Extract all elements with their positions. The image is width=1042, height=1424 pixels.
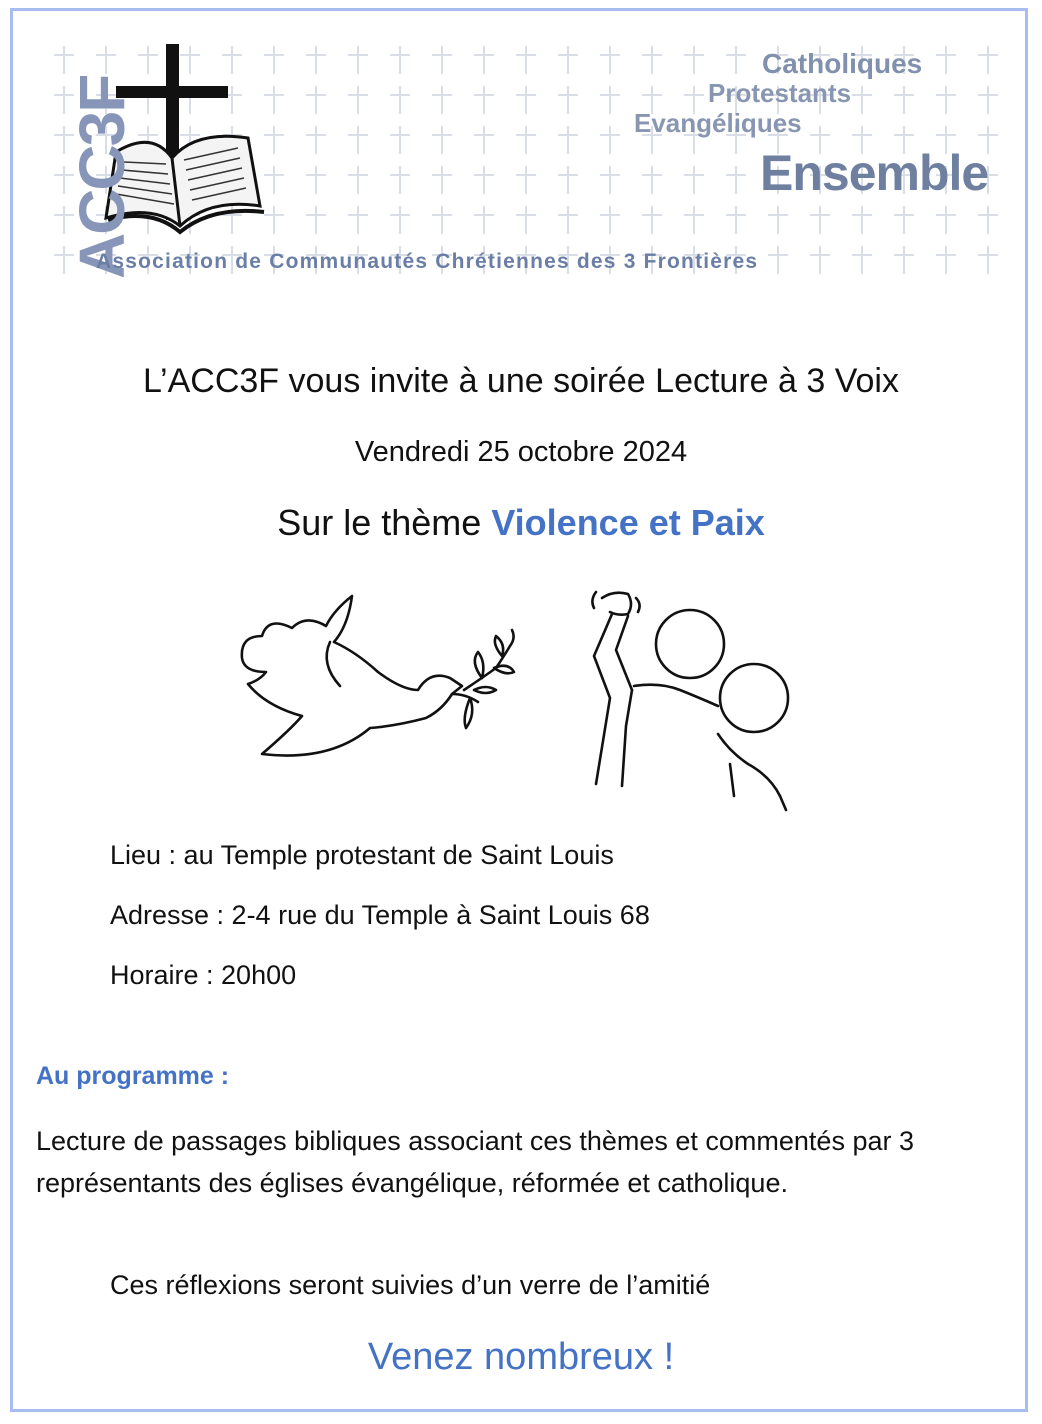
- association-name: Association de Communautés Chrétiennes des 3 Frontières: [96, 250, 759, 273]
- acc3f-logo: [34, 34, 1010, 288]
- info-horaire: Horaire : 20h00: [110, 960, 297, 990]
- logo-line-evangeliques: Evangéliques: [634, 108, 802, 138]
- logo-line-catholiques: Catholiques: [762, 48, 923, 79]
- logo-line-ensemble: Ensemble: [760, 145, 989, 201]
- acronym-vertical: ACC3F: [66, 75, 138, 279]
- event-date: Vendredi 25 octobre 2024: [354, 436, 688, 468]
- event-theme: [0, 502, 1042, 544]
- violence-figures-icon: [592, 592, 788, 810]
- closing-call: Venez nombreux !: [367, 1336, 675, 1378]
- theme-highlight: Violence et Paix: [491, 502, 765, 543]
- invitation-title: L’ACC3F vous invite à une soirée Lecture à 3 Voix: [143, 362, 899, 400]
- programme-heading: Au programme :: [36, 1062, 230, 1090]
- theme-prefix: Sur le thème: [277, 502, 492, 543]
- info-adresse: Adresse : 2-4 rue du Temple à Saint Louis 68: [110, 900, 650, 930]
- closing-note: Ces réflexions seront suivies d’un verre de l’amitié: [110, 1270, 711, 1300]
- illustrations: [230, 586, 820, 812]
- info-lieu: Lieu : au Temple protestant de Saint Louis: [110, 840, 614, 870]
- logo-line-protestants: Protestants: [708, 78, 852, 108]
- programme-body: Lecture de passages bibliques associant ces thèmes et commentés par 3 représentants des églises évangélique, réformée et catholique.: [36, 1126, 914, 1198]
- dove-icon: [242, 596, 514, 756]
